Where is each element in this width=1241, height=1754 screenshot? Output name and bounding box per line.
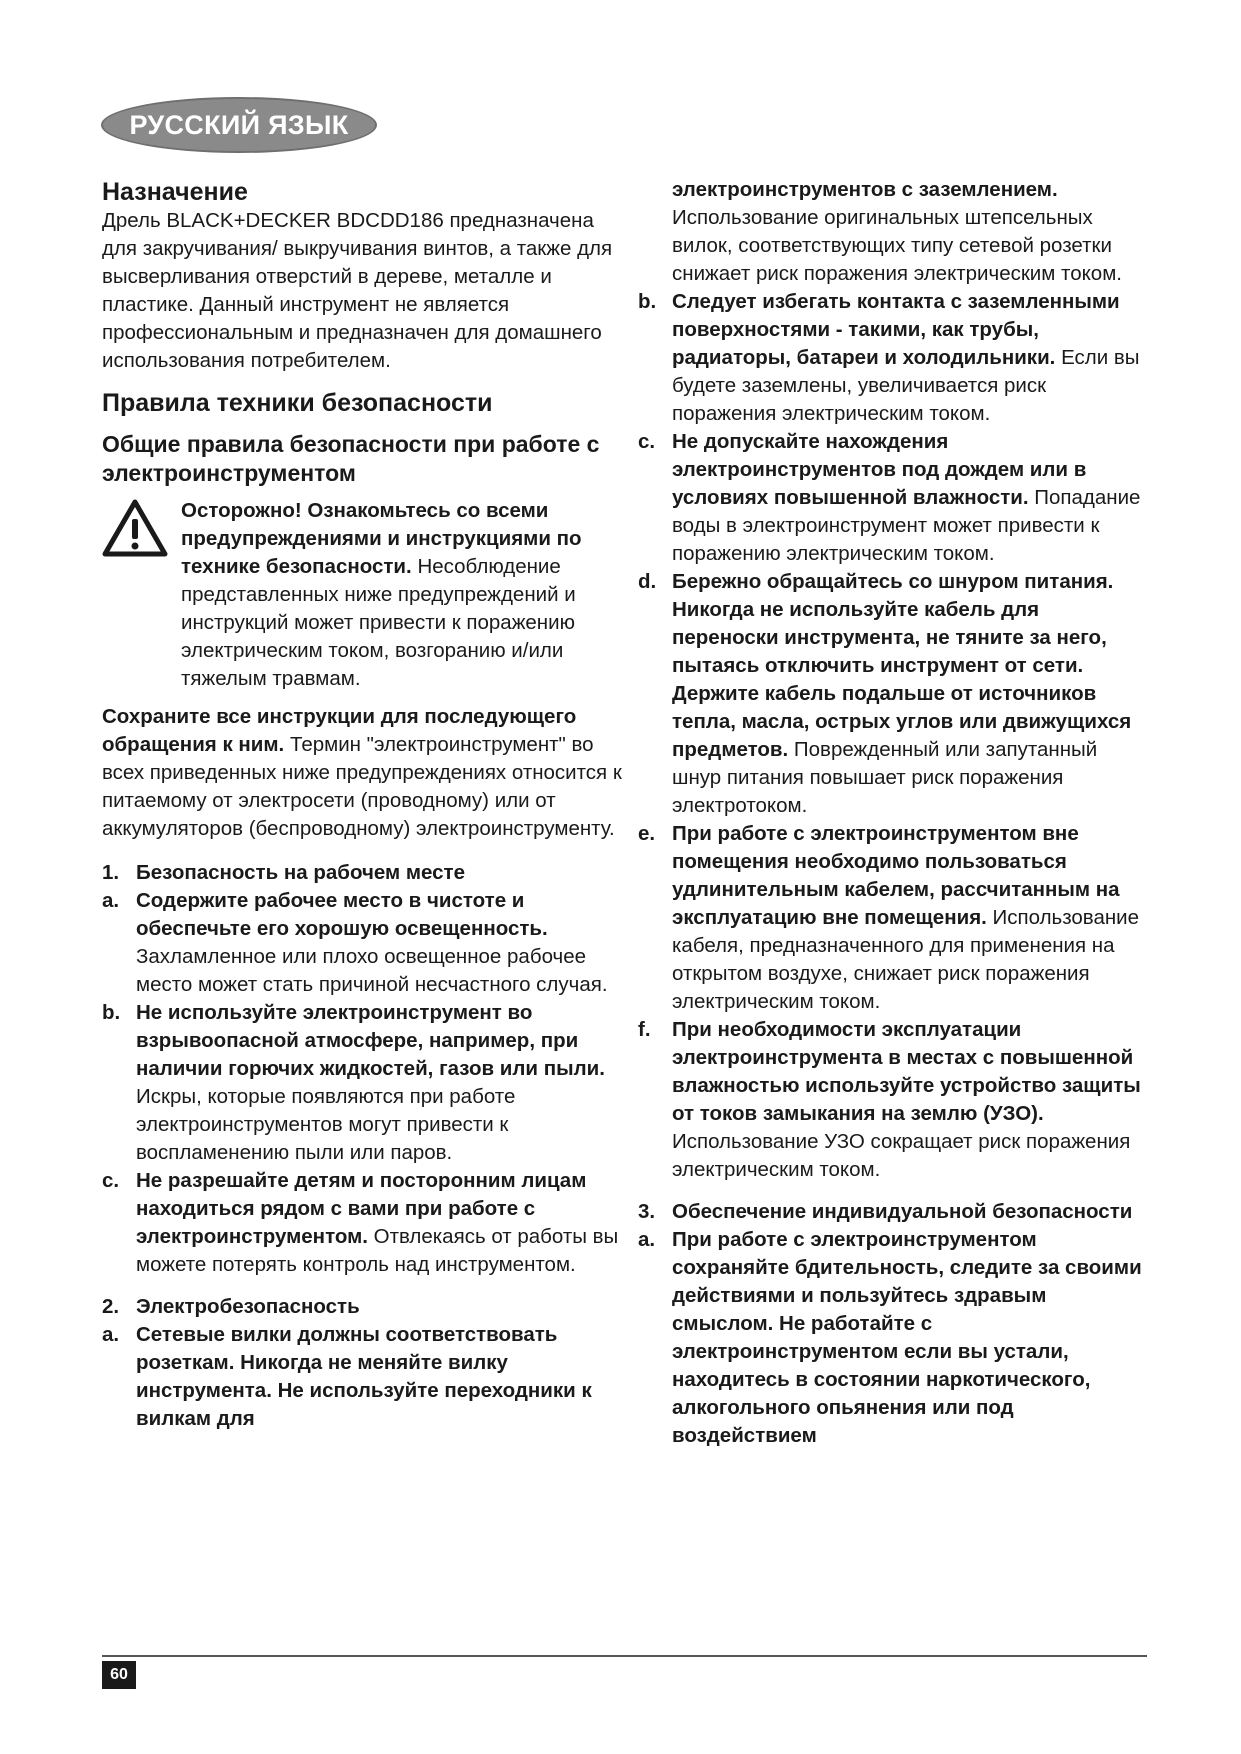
safety-title: Правила техники безопасности xyxy=(102,389,493,417)
list-item xyxy=(102,887,622,999)
item-text: Использование оригинальных штепсельных вилок, соответствующих типу сетевой розетки снижает риск поражения электрическим током. xyxy=(672,206,1122,285)
electrical-title: Электробезопасность xyxy=(136,1295,360,1318)
list-item xyxy=(638,1016,1148,1184)
personal-heading xyxy=(638,1198,1148,1226)
list-item xyxy=(638,428,1148,568)
item-text: Искры, которые появляются при работе электроинструментов могут привести к воспламенению пыли или паров. xyxy=(136,1085,516,1164)
general-safety-title: Общие правила безопасности при работе с электроинструментом xyxy=(102,431,600,486)
item-marker: f. xyxy=(638,1018,651,1041)
item-text: Если вы будете заземлены, увеличивается риск поражения электрическим током. xyxy=(672,346,1140,425)
keep-bold: Сохраните все инструкции для последующего обращения к ним. xyxy=(102,705,577,756)
item-bold: При необходимости эксплуатации электроинструмента в местах с повышенной влажностью используйте устройство защиты от токов замыкания на землю (УЗО). xyxy=(672,1018,1141,1125)
list-item-continued xyxy=(638,176,1148,288)
electrical-heading xyxy=(102,1293,622,1321)
purpose-text: Дрель BLACK+DECKER BDCDD186 предназначена для закручивания/ выкручивания винтов, а также для высверливания отверстий в дереве, металле и пластике. Данный инструмент не является профессиональным и предназначен для домашнего использования потребителем. xyxy=(102,209,613,372)
item-bold: При работе с электроинструментом сохраняйте бдительность, следите за своими действиями и пользуйтесь здравым смыслом. Не работайте с электроинструментом если вы устали, находитесь в состоянии наркотического, алкогольного опьянения или под воздействием xyxy=(672,1228,1142,1447)
item-marker: c. xyxy=(102,1169,120,1192)
item-bold: Сетевые вилки должны соответствовать розеткам. Никогда не меняйте вилку инструмента. Не используйте переходники к вилкам для xyxy=(136,1323,592,1430)
item-bold: Не используйте электроинструмент во взрывоопасной атмосфере, например, при наличии горючих жидкостей, газов или пыли. xyxy=(136,1001,605,1080)
item-text: Попадание воды в электроинструмент может привести к поражению электрическим током. xyxy=(672,486,1141,565)
item-marker: b. xyxy=(638,290,657,313)
left-column xyxy=(102,176,622,1433)
work-area-title: Безопасность на рабочем месте xyxy=(136,861,466,884)
item-text: Поврежденный или запутанный шнур питания повышает риск поражения электротоком. xyxy=(672,738,1098,817)
list-item xyxy=(102,1167,622,1279)
item-bold: Не допускайте нахождения электроинструментов под дождем или в условиях повышенной влажности. xyxy=(672,430,1087,509)
item-text: Использование кабеля, предназначенного для применения на открытом воздухе, снижает риск поражения электрическим током. xyxy=(672,906,1140,1013)
keep-body: Термин "электроинструмент" во всех приведенных ниже предупреждениях относится к питаемому от электросети (проводному) или от аккумуляторов (беспроводному) электроинструменту. xyxy=(102,733,622,840)
item-marker: a. xyxy=(102,889,120,912)
warning-bold: Осторожно! Ознакомьтесь со всеми предупреждениями и инструкциями по технике безопасности. xyxy=(181,499,582,578)
item-marker: b. xyxy=(102,1001,121,1024)
item-bold: Бережно обращайтесь со шнуром питания. Никогда не используйте кабель для переноски инструмента, не тяните за него, пытаясь отключить инструмент от сети. Держите кабель подальше от источников тепла, масла, острых углов или движущихся предметов. xyxy=(672,570,1132,761)
warning-block xyxy=(102,497,622,693)
item-bold: Не разрешайте детям и посторонним лицам находиться рядом с вами при работе с электроинструментом. xyxy=(136,1169,587,1248)
item-bold: При работе с электроинструментом вне помещения необходимо пользоваться удлинительным кабелем, рассчитанным на эксплуатацию вне помещения. xyxy=(672,822,1120,929)
list-item xyxy=(638,820,1148,1016)
keep-instructions xyxy=(102,703,622,843)
item-marker: a. xyxy=(638,1228,656,1251)
footer-divider xyxy=(102,1655,1147,1657)
list-item xyxy=(638,568,1148,820)
item-marker: e. xyxy=(638,822,656,845)
item-marker: d. xyxy=(638,570,657,593)
personal-title: Обеспечение индивидуальной безопасности xyxy=(672,1200,1133,1223)
personal-number: 3. xyxy=(638,1200,656,1223)
item-marker: a. xyxy=(102,1323,120,1346)
item-bold: Содержите рабочее место в чистоте и обеспечьте его хорошую освещенность. xyxy=(136,889,548,940)
right-column xyxy=(638,176,1148,1450)
purpose-title: Назначение xyxy=(102,178,248,206)
item-text: Захламленное или плохо освещенное рабочее место может стать причиной несчастного случая. xyxy=(136,945,608,996)
page-number: 60 xyxy=(102,1661,136,1689)
work-area-number: 1. xyxy=(102,861,120,884)
work-area-heading xyxy=(102,859,622,887)
warning-triangle-icon xyxy=(102,499,168,557)
item-marker: c. xyxy=(638,430,656,453)
item-bold: Следует избегать контакта с заземленными поверхностями - такими, как трубы, радиаторы, батареи и холодильники. xyxy=(672,290,1120,369)
electrical-number: 2. xyxy=(102,1295,120,1318)
list-item xyxy=(102,999,622,1167)
item-text: Отвлекаясь от работы вы можете потерять контроль над инструментом. xyxy=(136,1225,619,1276)
item-text: Использование УЗО сокращает риск поражения электрическим током. xyxy=(672,1130,1131,1181)
list-item xyxy=(638,1226,1148,1450)
warning-text xyxy=(181,497,622,693)
item-bold: электроинструментов с заземлением. xyxy=(672,178,1058,201)
list-item xyxy=(638,288,1148,428)
warning-body: Несоблюдение представленных ниже предупреждений и инструкций может привести к поражению электрическим током, возгоранию и/или тяжелым травмам. xyxy=(181,555,576,690)
list-item xyxy=(102,1321,622,1433)
language-badge: РУССКИЙ ЯЗЫК xyxy=(101,97,377,153)
